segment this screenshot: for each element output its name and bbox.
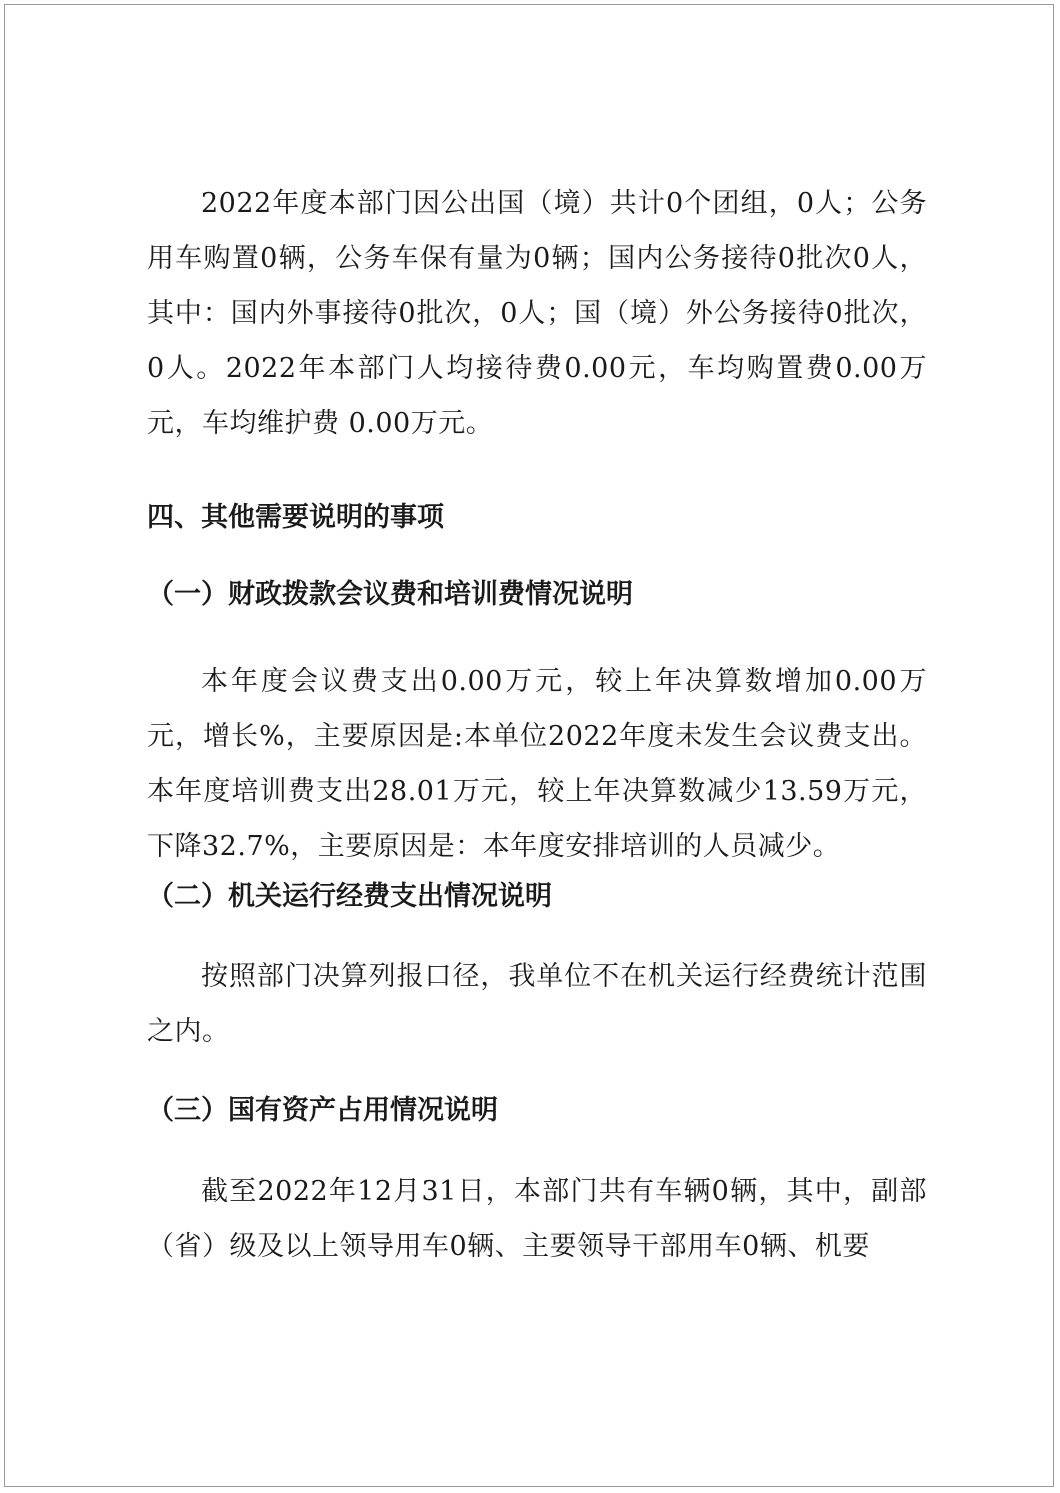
subsection-heading-meeting-training — [147, 575, 927, 615]
paragraph-text: 本年度会议费支出0.00万元，较上年决算数增加0.00万元，增长%，主要原因是:本单位2022年度未发生会议费支出。本年度培训费支出28.01万元，较上年决算数减少13.59万元，下降32.7%，主要原因是：本年度安排培训的人员减少。 — [147, 666, 927, 862]
section-heading-other-matters — [147, 498, 927, 538]
section-title: 四、其他需要说明的事项 — [147, 502, 444, 533]
subsection-heading-state-assets — [147, 1091, 927, 1131]
paragraph-three-public-expenses — [147, 176, 927, 451]
subsection-title: （一）财政拨款会议费和培训费情况说明 — [147, 579, 633, 610]
subsection-heading-operating-funds — [147, 877, 927, 917]
subsection-title: （二）机关运行经费支出情况说明 — [147, 881, 552, 912]
paragraph-text: 2022年度本部门因公出国（境）共计0个团组，0人；公务用车购置0辆，公务车保有量为0辆；国内公务接待0批次0人，其中：国内外事接待0批次，0人；国（境）外公务接待0批次，0人。2022年本部门人均接待费0.00元，车均购置费0.00万元，车均维护费 0.00万元。 — [147, 188, 927, 439]
paragraph-text: 截至2022年12月31日，本部门共有车辆0辆，其中，副部（省）级及以上领导用车0辆、主要领导干部用车0辆、机要 — [147, 1176, 927, 1262]
subsection-title: （三）国有资产占用情况说明 — [147, 1095, 498, 1126]
paragraph-operating-funds — [147, 949, 927, 1059]
paragraph-state-assets — [147, 1164, 927, 1274]
paragraph-text: 按照部门决算列报口径，我单位不在机关运行经费统计范围之内。 — [147, 961, 927, 1047]
document-page — [4, 4, 1054, 1487]
paragraph-meeting-training — [147, 654, 927, 874]
